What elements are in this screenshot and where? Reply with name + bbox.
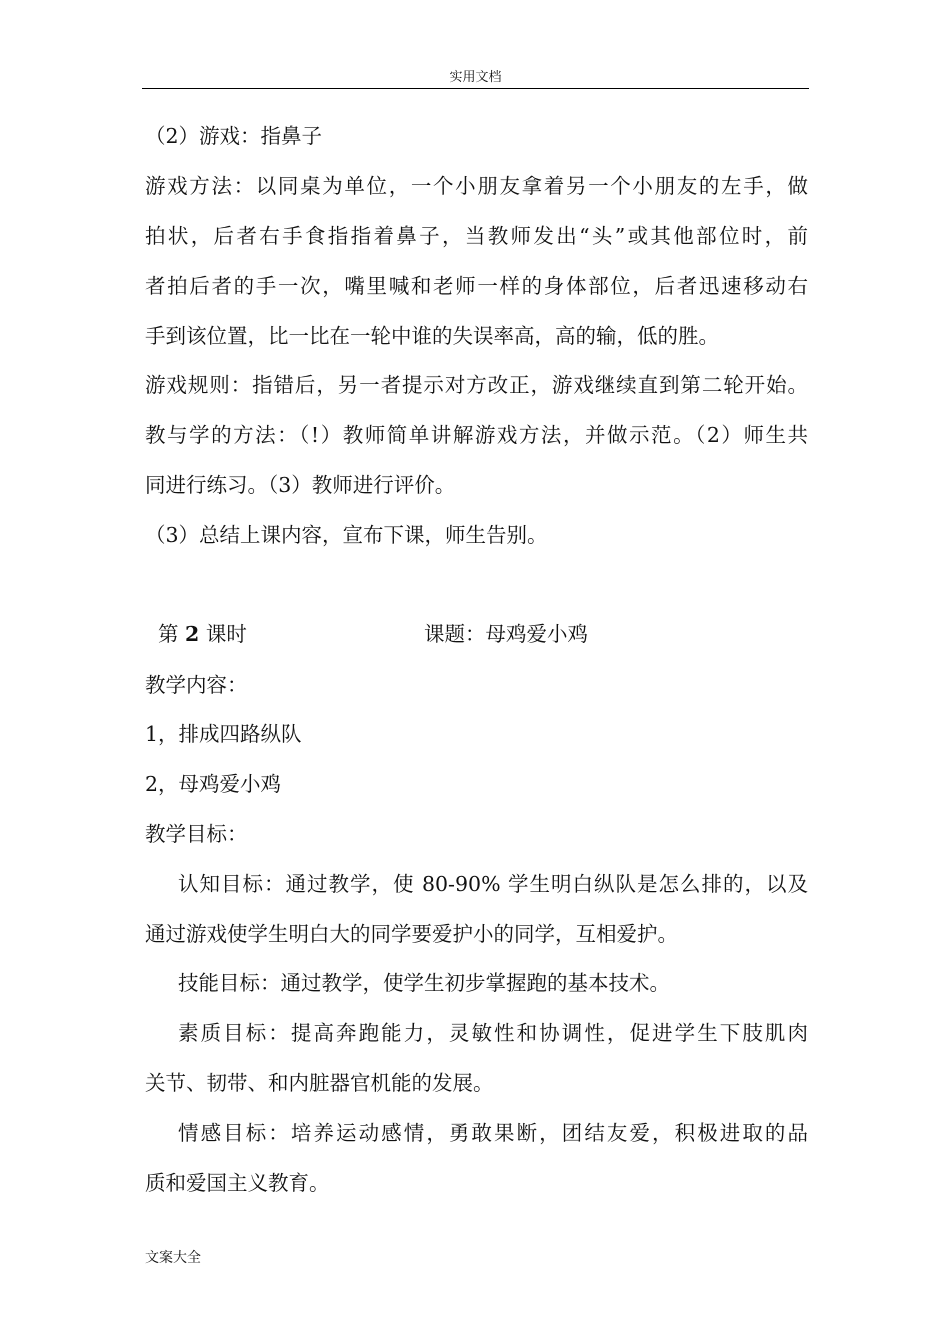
teaching-method-line-2: 同进行练习。（3）教师进行评价。	[145, 473, 456, 497]
lesson-suffix: 课时	[205, 622, 247, 646]
teaching-method-line-1: 教与学的方法：（!）教师简单讲解游戏方法，并做示范。（2）师生共	[145, 423, 808, 447]
game-method-line-3: 者拍后者的手一次，嘴里喊和老师一样的身体部位，后者迅速移动右	[145, 274, 808, 298]
lesson-prefix: 第	[158, 622, 179, 646]
game-title: （2）游戏：指鼻子	[145, 124, 323, 148]
lesson-summary: （3）总结上课内容，宣布下课，师生告别。	[145, 523, 548, 547]
game-rules: 游戏规则：指错后，另一者提示对方改正，游戏继续直到第二轮开始。	[145, 373, 808, 397]
content-item-1: 1，排成四路纵队	[145, 722, 302, 746]
game-method-line-2: 拍状，后者右手食指指着鼻子，当教师发出“头”或其他部位时，前	[145, 224, 808, 248]
lesson-topic: 课题：母鸡爱小鸡	[424, 622, 588, 646]
skill-goal: 技能目标：通过教学，使学生初步掌握跑的基本技术。	[178, 971, 670, 995]
emotion-goal-line-2: 质和爱国主义教育。	[145, 1171, 330, 1195]
lesson-number	[158, 621, 247, 647]
game-method-line-1: 游戏方法：以同桌为单位，一个小朋友拿着另一个小朋友的左手，做	[145, 174, 808, 198]
content-item-2: 2，母鸡爱小鸡	[145, 772, 282, 796]
cognitive-goal-line-2: 通过游戏使学生明白大的同学要爱护小的同学，互相爱护。	[145, 922, 678, 946]
quality-goal-line-2: 关节、韧带、和内脏器官机能的发展。	[145, 1071, 494, 1095]
emotion-goal-line-1: 情感目标：培养运动感情，勇敢果断，团结友爱，积极进取的品	[178, 1121, 808, 1145]
page-header: 实用文档	[449, 70, 502, 85]
header-divider	[142, 88, 809, 89]
content-label: 教学内容：	[145, 673, 248, 697]
page-footer: 文案大全	[145, 1250, 201, 1266]
game-method-line-4: 手到该位置，比一比在一轮中谁的失误率高，高的输，低的胜。	[145, 324, 719, 348]
lesson-num: 2	[185, 622, 200, 646]
quality-goal-line-1: 素质目标：提高奔跑能力，灵敏性和协调性，促进学生下肢肌肉	[178, 1021, 808, 1045]
cognitive-goal-line-1: 认知目标：通过教学，使 80-90% 学生明白纵队是怎么排的，以及	[178, 872, 808, 896]
goals-label: 教学目标：	[145, 822, 248, 846]
